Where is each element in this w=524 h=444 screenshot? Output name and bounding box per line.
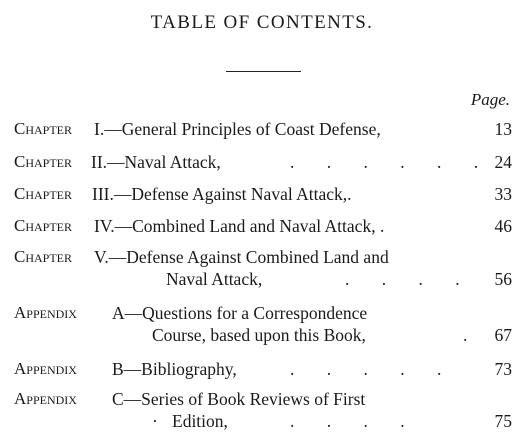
toc-entry-chapter-3 — [0, 183, 524, 205]
toc-entry-chapter-4 — [0, 215, 524, 237]
entry-title: I.—General Principles of Coast Defense, — [94, 119, 381, 139]
page-column-label: Page. — [470, 90, 510, 109]
entry-title: III.—Defense Against Naval Attack,. — [92, 184, 352, 204]
entry-label: Chapter — [14, 152, 73, 171]
entry-label: Appendix — [14, 303, 77, 322]
page-title: TABLE OF CONTENTS. — [150, 12, 374, 33]
entry-page-number: 33 — [494, 184, 512, 204]
entry-title: V.—Defense Against Combined Land and — [94, 247, 389, 267]
toc-entry-chapter-2 — [0, 151, 524, 173]
entry-page-number: 13 — [494, 119, 512, 139]
entry-title: C—Series of Book Reviews of First — [112, 389, 366, 409]
entry-page-number: 67 — [494, 325, 512, 345]
toc-entry-appendix-c — [0, 388, 524, 432]
entry-leading-dot: · — [152, 411, 158, 431]
entry-leader-dots: . . . . — [290, 411, 419, 431]
entry-leader-dots: . . . . . — [290, 359, 456, 379]
entry-page-number: 24 — [494, 152, 512, 172]
entry-label: Chapter — [14, 216, 73, 235]
entry-label: Chapter — [14, 184, 73, 203]
entry-title: A—Questions for a Correspondence — [112, 303, 368, 323]
entry-title-continued: Naval Attack, — [166, 269, 263, 289]
toc-entry-appendix-a — [0, 302, 524, 346]
entry-label: Appendix — [14, 359, 77, 378]
entry-label: Chapter — [14, 119, 73, 138]
entry-leader-dots: . — [463, 325, 482, 345]
entry-title: B—Bibliography, — [112, 359, 237, 379]
entry-page-number: 46 — [494, 216, 512, 236]
entry-leader-dots: . . . . — [345, 269, 474, 289]
entry-title-continued: Edition, — [172, 411, 228, 431]
entry-page-number: 73 — [494, 359, 512, 379]
entry-page-number: 75 — [494, 411, 512, 431]
entry-title: IV.—Combined Land and Naval Attack, . — [94, 216, 385, 236]
entry-label: Chapter — [14, 247, 73, 266]
entry-title: II.—Naval Attack, — [91, 152, 221, 172]
toc-entry-chapter-1 — [0, 118, 524, 140]
toc-entry-appendix-b — [0, 358, 524, 380]
toc-entry-chapter-5 — [0, 246, 524, 290]
entry-leader-dots: . . . . . . — [290, 152, 493, 172]
entry-page-number: 56 — [494, 269, 512, 289]
entry-title-continued: Course, based upon this Book, — [152, 325, 366, 345]
title-divider — [226, 71, 301, 72]
entry-label: Appendix — [14, 389, 77, 408]
